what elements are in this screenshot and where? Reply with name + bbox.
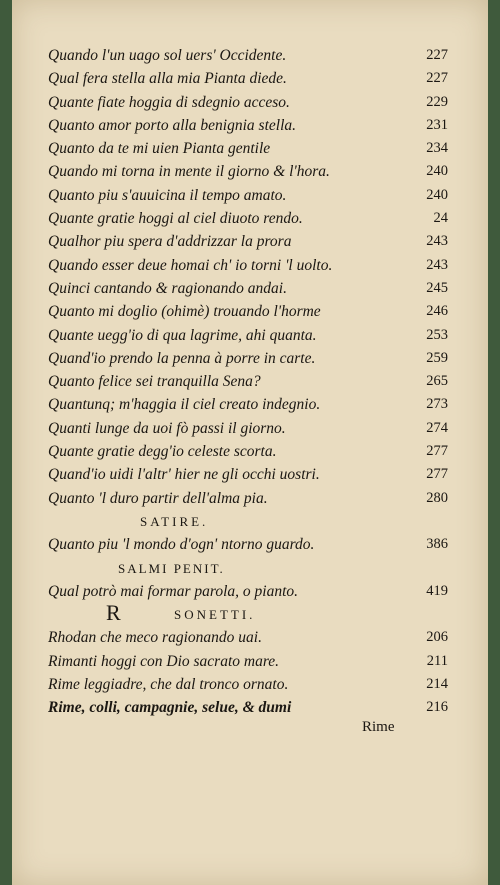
list-item: Quanto da te mi uien Pianta gentile 234 — [48, 140, 448, 158]
list-item: Quand'io uidi l'altr' hier ne gli occhi uostri. 277 — [48, 466, 448, 484]
section-heading-sonetti: R SONETTI. — [106, 600, 256, 626]
list-item: Quando l'un uago sol uers' Occidente. 227 — [48, 47, 448, 64]
list-item: Quanto amor porto alla benignia stella. 231 — [48, 116, 448, 134]
list-item: Qual potrò mai formar parola, o pianto. 419 — [48, 582, 448, 600]
list-item: Quanto mi doglio (ohimè) trouando l'horme 246 — [48, 303, 448, 321]
list-item: Quante gratie hoggi al ciel diuoto rendo. 24 — [48, 210, 448, 228]
list-item: Qualhor piu spera d'addrizzar la prora 243 — [48, 233, 448, 251]
list-item: Quando esser deue homai ch' io torni 'l uolto. 243 — [48, 256, 448, 274]
list-item: Quinci cantando & ragionando andai. 245 — [48, 279, 448, 297]
section-heading-satire: SATIRE. — [140, 513, 209, 529]
list-item: Quand'io prendo la penna à porre in carte. 259 — [48, 349, 448, 367]
list-item: Quanto felice sei tranquilla Sena? 265 — [48, 373, 448, 391]
list-item: Quanto piu 'l mondo d'ogn' ntorno guardo. 386 — [48, 536, 448, 554]
book-page — [12, 0, 488, 885]
section-letter: R — [106, 600, 121, 626]
list-item: Rime leggiadre, che dal tronco ornato. 214 — [48, 676, 448, 694]
list-item: Quando mi torna in mente il giorno & l'hora. 240 — [48, 163, 448, 181]
list-item: Rime, colli, campagnie, selue, & dumi 216 — [48, 699, 448, 717]
list-item: Quanti lunge da uoi fò passi il giorno. 274 — [48, 419, 448, 437]
list-item: Quantunq; m'haggia il ciel creato indegnio. 273 — [48, 396, 448, 414]
section-heading-salmi: SALMI PENIT. — [118, 560, 225, 576]
list-item: Quanto piu s'auuicina il tempo amato. 240 — [48, 186, 448, 204]
index-list — [48, 44, 450, 720]
list-item: Rhodan che meco ragionando uai. 206 — [48, 629, 448, 647]
list-item: Rimanti hoggi con Dio sacrato mare. 211 — [48, 652, 448, 670]
catchword: Rime — [362, 719, 395, 735]
list-item: Quanto 'l duro partir dell'alma pia. 280 — [48, 489, 448, 507]
list-item: Quante fiate hoggia di sdegnio acceso. 229 — [48, 93, 448, 111]
list-item: Qual fera stella alla mia Pianta diede. 227 — [48, 70, 448, 88]
list-item: Quante uegg'io di qua lagrime, ahi quanta. 253 — [48, 326, 448, 344]
list-item: Quante gratie degg'io celeste scorta. 277 — [48, 443, 448, 461]
